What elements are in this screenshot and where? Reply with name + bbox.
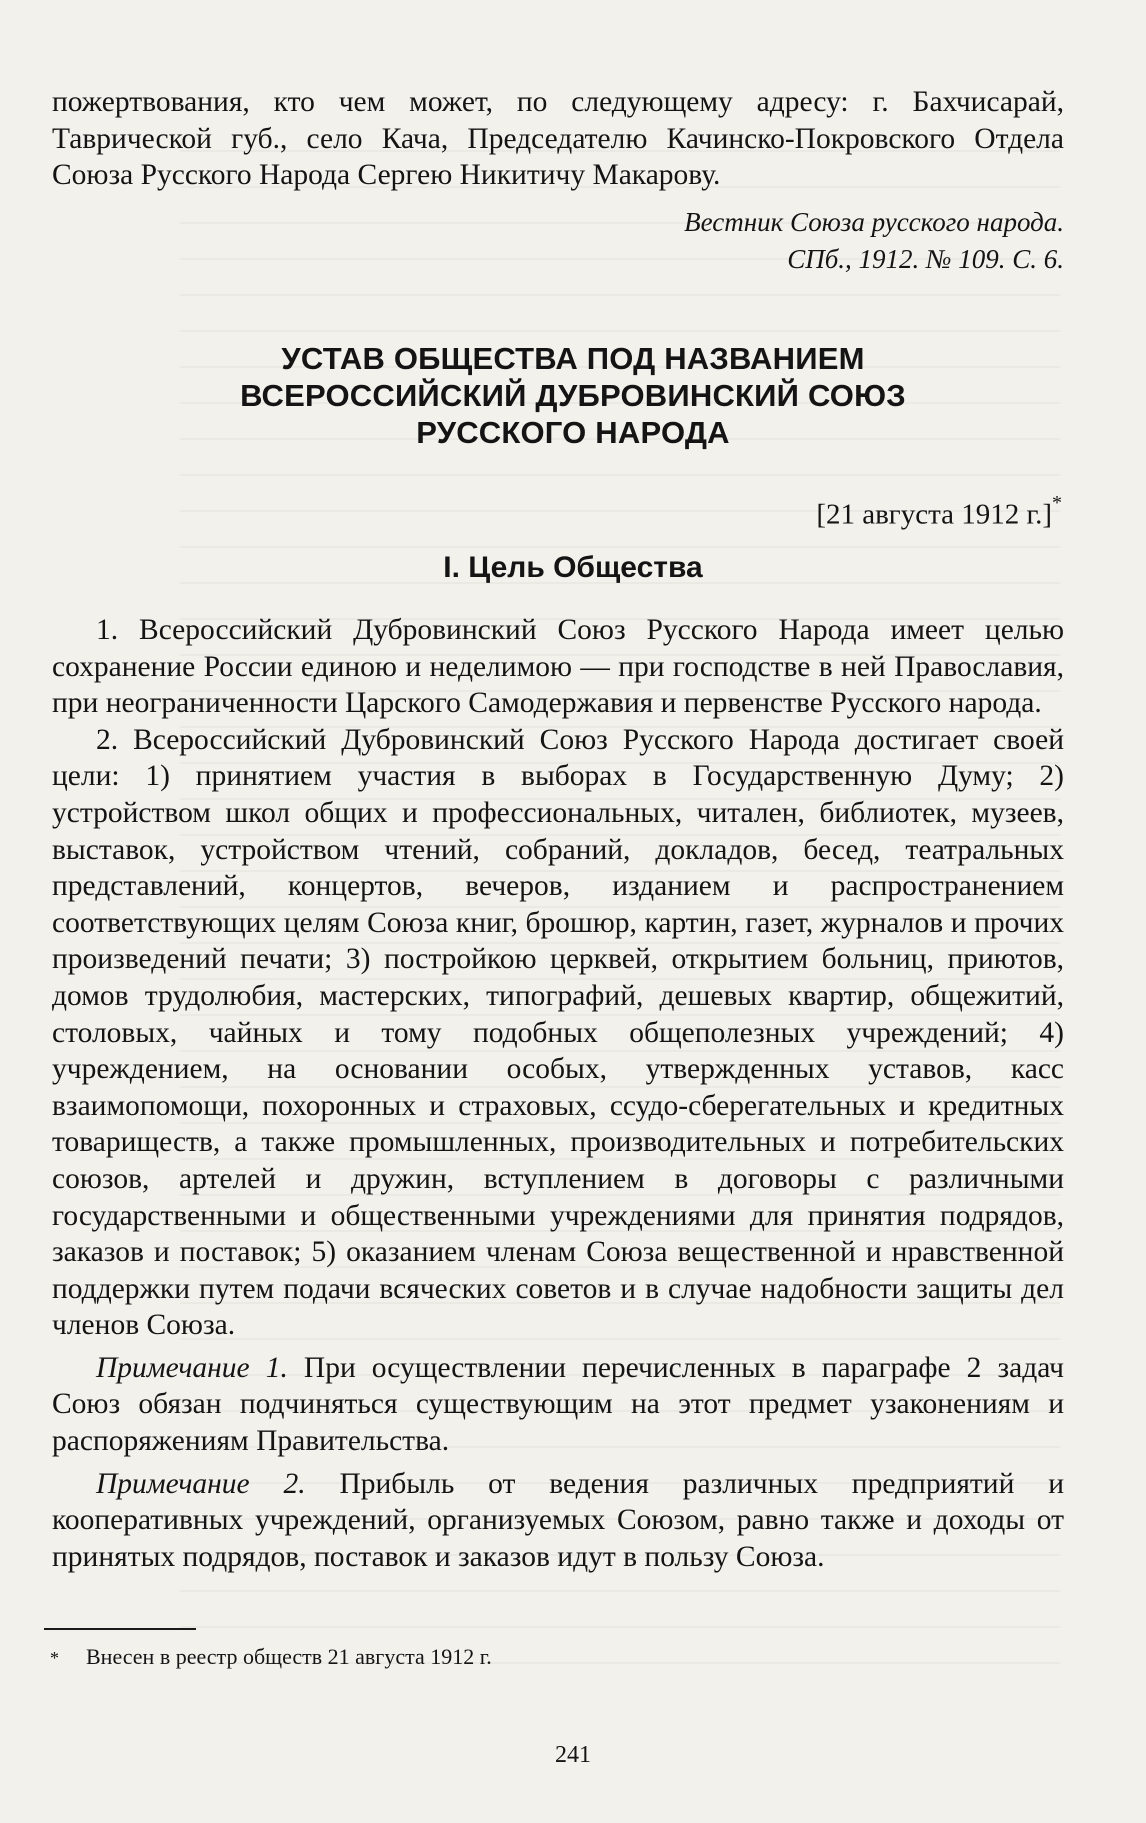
footnote-reference-mark: * — [1052, 492, 1062, 514]
section-heading: I. Цель Общества — [443, 551, 703, 584]
date-text: [21 августа 1912 г.] — [816, 498, 1052, 531]
note-2 — [52, 1466, 1064, 1576]
title-line-1: УСТАВ ОБЩЕСТВА ПОД НАЗВАНИЕМ — [281, 341, 865, 376]
footnote-mark: * — [50, 1648, 59, 1668]
paragraph-2: 2. Всероссийский Дубровинский Союз Русского Народа достигает своей цели: 1) принятием участия в выборах в Государственную Думу; 2) устройством школ общих и профессиональных, читален, библиотек, музеев, выставок, устройством чтений, собраний, докладов, бесед, театральных представлений, концертов, вечеров, изданием и распространением соответствующих целям Союза книг, брошюр, картин, газет, журналов и прочих произведений печати; 3) постройкою церквей, открытием больниц, приютов, домов трудолюбия, мастерских, типографий, дешевых квартир, общежитий, столовых, чайных и тому подобных общеполезных учреждений; 4) учреждением, на основании особых, утвержденных уставов, касс взаимопомощи, похоронных и страховых, ссудо-сберегательных и кредитных товариществ, а также промышленных, производительных и потребительских союзов, артелей и дружин, вступлением в договоры с различными государственными и общественными учреждениями для принятия подрядов, заказов и поставок; 5) оказанием членам Союза вещественной и нравственной поддержки путем подачи всяческих советов и в случае надобности защиты дел членов Союза. — [52, 723, 1064, 1342]
title-line-2: ВСЕРОССИЙСКИЙ ДУБРОВИНСКИЙ СОЮЗ — [240, 378, 906, 413]
paragraph-1: 1. Всероссийский Дубровинский Союз Русского Народа имеет целью сохранение России единою и неделимою — при господстве в ней Православия, при неограниченности Царского Самодержавия и первенстве Русского народа. — [52, 614, 1064, 720]
footnote — [50, 1642, 492, 1673]
document-date — [816, 489, 1062, 533]
source-line-2: СПб., 1912. № 109. С. 6. — [787, 243, 1064, 274]
footnote-divider — [44, 1628, 196, 1630]
note-1-label: Примечание 1. — [96, 1351, 288, 1384]
note-1-text: При осуществлении перечисленных в параграфе 2 задач Союз обязан подчиняться существующим на этот предмет узаконениям и распоряжениям Правительства. — [52, 1351, 1065, 1458]
document-title — [150, 340, 996, 451]
page-number: 241 — [555, 1742, 591, 1768]
title-line-3: РУССКОГО НАРОДА — [416, 415, 730, 450]
note-2-label: Примечание 2. — [96, 1467, 306, 1500]
source-citation — [684, 204, 1064, 277]
footnote-text: Внесен в реестр обществ 21 августа 1912 г. — [86, 1644, 492, 1669]
intro-paragraph: пожертвования, кто чем может, по следующему адресу: г. Бахчисарай, Таврической губ., село Кача, Председателю Качинско-Покровского Отдела Союза Русского Народа Сергею Никитичу Макарову. — [52, 86, 1064, 192]
source-line-1: Вестник Союза русского народа. — [684, 207, 1064, 237]
section-body — [52, 612, 1064, 1575]
note-2-text: Прибыль от ведения различных предприятий и кооперативных учреждений, организуемых Союзом, равно также и доходы от принятых подрядов, поставок и заказов идут в пользу Союза. — [52, 1467, 1065, 1573]
note-1 — [52, 1350, 1064, 1460]
